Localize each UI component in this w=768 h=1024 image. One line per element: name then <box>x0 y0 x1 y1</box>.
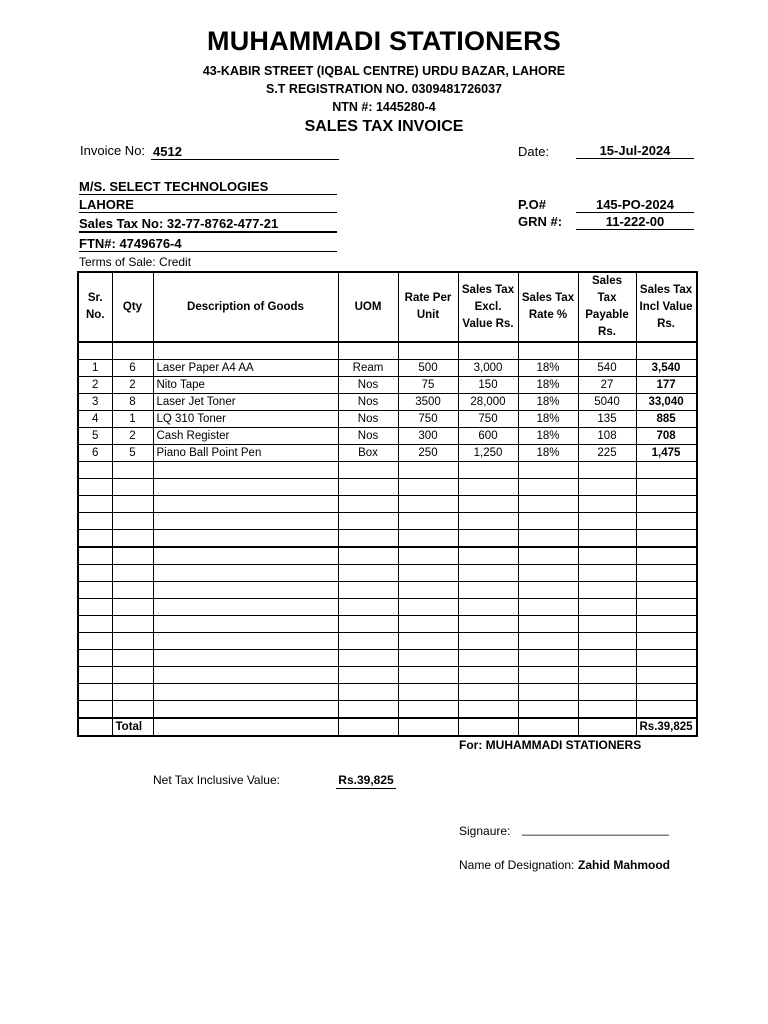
table-row <box>78 360 697 377</box>
cell-tax-rate: 18% <box>518 360 578 377</box>
cell-uom <box>338 599 398 616</box>
cell-sr <box>78 479 112 496</box>
cell-sr <box>78 565 112 582</box>
cell-uom <box>338 530 398 548</box>
cell-uom <box>338 547 398 565</box>
cell-sr <box>78 701 112 719</box>
cell-sr <box>78 496 112 513</box>
cell-description: LQ 310 Toner <box>153 411 338 428</box>
cell-excl-value <box>458 530 518 548</box>
col-header-sr: Sr. No. <box>78 272 112 342</box>
cell-sr <box>78 684 112 701</box>
cell-rate <box>398 701 458 719</box>
cell-tax-rate <box>518 701 578 719</box>
table-empty-row <box>78 479 697 496</box>
col-header-qty: Qty <box>112 272 153 342</box>
company-address: 43-KABIR STREET (IQBAL CENTRE) URDU BAZAR, LAHORE <box>202 64 566 78</box>
cell-tax-payable <box>578 599 636 616</box>
signature-line: ______________________ <box>522 822 669 836</box>
cell-uom <box>338 718 398 736</box>
cell-excl-value: 3,000 <box>458 360 518 377</box>
cell-tax-payable <box>578 667 636 684</box>
cell-excl-value <box>458 650 518 667</box>
table-row <box>78 411 697 428</box>
cell-tax-payable <box>578 565 636 582</box>
cell-tax-rate <box>518 342 578 360</box>
cell-rate <box>398 513 458 530</box>
cell-qty: 8 <box>112 394 153 411</box>
cell-uom <box>338 496 398 513</box>
cell-sr: 3 <box>78 394 112 411</box>
cell-incl-value <box>636 616 697 633</box>
cell-qty: 1 <box>112 411 153 428</box>
cell-excl-value <box>458 547 518 565</box>
cell-tax-rate: 18% <box>518 428 578 445</box>
cell-qty <box>112 701 153 719</box>
customer-sales-tax-no: Sales Tax No: 32-77-8762-477-21 <box>79 216 337 233</box>
invoice-number-label: Invoice No: <box>80 143 146 158</box>
cell-incl-value <box>636 684 697 701</box>
cell-incl-value <box>636 650 697 667</box>
cell-excl-value <box>458 684 518 701</box>
cell-tax-rate <box>518 530 578 548</box>
cell-excl-value: 1,250 <box>458 445 518 462</box>
cell-sr <box>78 547 112 565</box>
document-title: SALES TAX INVOICE <box>304 118 464 135</box>
cell-incl-value: 1,475 <box>636 445 697 462</box>
cell-description <box>153 565 338 582</box>
cell-uom <box>338 582 398 599</box>
cell-uom: Nos <box>338 428 398 445</box>
table-row <box>78 445 697 462</box>
cell-qty <box>112 565 153 582</box>
cell-sr: 5 <box>78 428 112 445</box>
cell-tax-rate <box>518 718 578 736</box>
cell-tax-payable: 5040 <box>578 394 636 411</box>
designation-label: Name of Designation: <box>459 858 575 872</box>
cell-tax-rate <box>518 462 578 479</box>
po-label: P.O# <box>518 197 546 212</box>
grn-label: GRN #: <box>518 214 563 229</box>
cell-sr <box>78 342 112 360</box>
cell-qty <box>112 667 153 684</box>
cell-qty <box>112 616 153 633</box>
cell-uom <box>338 565 398 582</box>
cell-description: Laser Jet Toner <box>153 394 338 411</box>
cell-description <box>153 718 338 736</box>
cell-excl-value <box>458 701 518 719</box>
cell-excl-value <box>458 496 518 513</box>
cell-description <box>153 684 338 701</box>
cell-tax-payable <box>578 684 636 701</box>
cell-incl-value: 885 <box>636 411 697 428</box>
cell-tax-payable <box>578 462 636 479</box>
cell-rate <box>398 496 458 513</box>
cell-sr <box>78 718 112 736</box>
cell-rate: 300 <box>398 428 458 445</box>
cell-qty: 2 <box>112 428 153 445</box>
customer-city: LAHORE <box>79 197 337 213</box>
cell-rate: 250 <box>398 445 458 462</box>
table-empty-row <box>78 462 697 479</box>
invoice-date: 15-Jul-2024 <box>576 143 694 159</box>
cell-rate: 75 <box>398 377 458 394</box>
cell-excl-value <box>458 599 518 616</box>
cell-incl-value: 177 <box>636 377 697 394</box>
for-company: For: MUHAMMADI STATIONERS <box>459 738 642 752</box>
col-header-rate: Rate Per Unit <box>398 272 458 342</box>
col-header-uom: UOM <box>338 272 398 342</box>
invoice-number: 4512 <box>151 144 339 160</box>
cell-incl-value: 3,540 <box>636 360 697 377</box>
cell-tax-rate <box>518 599 578 616</box>
customer-name: M/S. SELECT TECHNOLOGIES <box>79 179 337 195</box>
table-empty-row <box>78 616 697 633</box>
table-empty-row <box>78 547 697 565</box>
cell-tax-payable <box>578 513 636 530</box>
cell-incl-value <box>636 547 697 565</box>
cell-incl-value <box>636 633 697 650</box>
st-registration: S.T REGISTRATION NO. 0309481726037 <box>266 82 502 96</box>
table-empty-row <box>78 684 697 701</box>
cell-incl-value <box>636 496 697 513</box>
cell-sr <box>78 650 112 667</box>
cell-rate <box>398 633 458 650</box>
cell-excl-value <box>458 582 518 599</box>
cell-tax-rate: 18% <box>518 445 578 462</box>
cell-qty <box>112 684 153 701</box>
cell-uom <box>338 462 398 479</box>
table-empty-row <box>78 530 697 548</box>
col-header-excl-value: Sales Tax Excl. Value Rs. <box>458 272 518 342</box>
cell-uom <box>338 633 398 650</box>
cell-uom <box>338 701 398 719</box>
table-empty-row <box>78 565 697 582</box>
table-row <box>78 428 697 445</box>
cell-sr: 1 <box>78 360 112 377</box>
cell-tax-payable <box>578 342 636 360</box>
cell-qty: 2 <box>112 377 153 394</box>
cell-qty <box>112 479 153 496</box>
cell-incl-value <box>636 530 697 548</box>
table-empty-row <box>78 667 697 684</box>
cell-tax-rate <box>518 547 578 565</box>
cell-tax-payable <box>578 530 636 548</box>
cell-rate <box>398 650 458 667</box>
cell-rate <box>398 718 458 736</box>
cell-tax-rate: 18% <box>518 377 578 394</box>
cell-incl-value <box>636 513 697 530</box>
cell-qty <box>112 513 153 530</box>
customer-ftn: FTN#: 4749676-4 <box>79 236 337 252</box>
cell-description <box>153 462 338 479</box>
cell-rate <box>398 599 458 616</box>
cell-uom <box>338 342 398 360</box>
company-name: MUHAMMADI STATIONERS <box>207 26 561 56</box>
cell-qty: 6 <box>112 360 153 377</box>
cell-excl-value <box>458 462 518 479</box>
company-ntn: NTN #: 1445280-4 <box>332 100 436 114</box>
cell-description: Cash Register <box>153 428 338 445</box>
grn-number: 11-222-00 <box>576 214 694 230</box>
cell-qty <box>112 599 153 616</box>
cell-rate <box>398 462 458 479</box>
cell-incl-value <box>636 599 697 616</box>
cell-qty: 5 <box>112 445 153 462</box>
cell-excl-value <box>458 513 518 530</box>
cell-uom <box>338 650 398 667</box>
cell-qty <box>112 462 153 479</box>
cell-rate <box>398 684 458 701</box>
cell-sr: 2 <box>78 377 112 394</box>
cell-description <box>153 513 338 530</box>
cell-excl-value: 600 <box>458 428 518 445</box>
cell-incl-value <box>636 582 697 599</box>
cell-excl-value <box>458 616 518 633</box>
cell-uom: Nos <box>338 394 398 411</box>
cell-incl-value <box>636 462 697 479</box>
cell-tax-payable: 108 <box>578 428 636 445</box>
cell-rate <box>398 479 458 496</box>
cell-uom: Nos <box>338 377 398 394</box>
cell-tax-payable: 540 <box>578 360 636 377</box>
cell-qty <box>112 633 153 650</box>
net-value: Rs.39,825 <box>336 773 396 789</box>
cell-tax-rate <box>518 684 578 701</box>
cell-description: Laser Paper A4 AA <box>153 360 338 377</box>
cell-tax-payable <box>578 582 636 599</box>
cell-sr <box>78 462 112 479</box>
cell-sr <box>78 582 112 599</box>
cell-excl-value: 150 <box>458 377 518 394</box>
cell-tax-rate: 18% <box>518 411 578 428</box>
cell-qty <box>112 650 153 667</box>
po-number: 145-PO-2024 <box>576 197 694 213</box>
cell-tax-payable <box>578 496 636 513</box>
table-row <box>78 394 697 411</box>
cell-qty <box>112 496 153 513</box>
cell-incl-value: 33,040 <box>636 394 697 411</box>
cell-tax-payable: 225 <box>578 445 636 462</box>
cell-description <box>153 530 338 548</box>
cell-rate: 3500 <box>398 394 458 411</box>
cell-description <box>153 633 338 650</box>
cell-tax-payable <box>578 701 636 719</box>
cell-description <box>153 582 338 599</box>
cell-tax-rate <box>518 582 578 599</box>
cell-tax-payable: 27 <box>578 377 636 394</box>
cell-tax-rate <box>518 513 578 530</box>
cell-incl-value <box>636 479 697 496</box>
cell-tax-rate <box>518 496 578 513</box>
cell-tax-rate: 18% <box>518 394 578 411</box>
cell-uom <box>338 684 398 701</box>
cell-uom: Ream <box>338 360 398 377</box>
cell-tax-payable <box>578 547 636 565</box>
total-label: Total <box>112 718 153 736</box>
cell-excl-value <box>458 633 518 650</box>
col-header-description: Description of Goods <box>153 272 338 342</box>
table-empty-row <box>78 701 697 719</box>
col-header-incl-value: Sales Tax Incl Value Rs. <box>636 272 697 342</box>
cell-qty <box>112 547 153 565</box>
cell-rate: 750 <box>398 411 458 428</box>
cell-rate: 500 <box>398 360 458 377</box>
cell-qty <box>112 342 153 360</box>
cell-sr <box>78 599 112 616</box>
cell-uom <box>338 667 398 684</box>
table-total-row <box>78 718 697 736</box>
cell-description <box>153 547 338 565</box>
cell-tax-rate <box>518 667 578 684</box>
cell-description: Nito Tape <box>153 377 338 394</box>
cell-rate <box>398 547 458 565</box>
cell-tax-payable <box>578 718 636 736</box>
cell-tax-payable: 135 <box>578 411 636 428</box>
cell-uom <box>338 616 398 633</box>
cell-description <box>153 701 338 719</box>
table-spacer-row <box>78 342 697 360</box>
cell-rate <box>398 530 458 548</box>
designation-value: Zahid Mahmood <box>578 858 670 872</box>
cell-sr <box>78 530 112 548</box>
cell-uom: Box <box>338 445 398 462</box>
table-empty-row <box>78 650 697 667</box>
cell-rate <box>398 565 458 582</box>
cell-tax-rate <box>518 616 578 633</box>
cell-tax-rate <box>518 565 578 582</box>
cell-excl-value <box>458 718 518 736</box>
cell-excl-value <box>458 342 518 360</box>
cell-incl-value <box>636 701 697 719</box>
cell-description <box>153 667 338 684</box>
cell-uom: Nos <box>338 411 398 428</box>
cell-excl-value <box>458 479 518 496</box>
date-label: Date: <box>518 144 550 159</box>
cell-tax-payable <box>578 633 636 650</box>
cell-rate <box>398 342 458 360</box>
cell-uom <box>338 479 398 496</box>
cell-description <box>153 650 338 667</box>
total-value: Rs.39,825 <box>636 718 697 736</box>
col-header-tax-payable: Sales Tax Payable Rs. <box>578 272 636 342</box>
cell-rate <box>398 667 458 684</box>
cell-sr <box>78 667 112 684</box>
table-empty-row <box>78 582 697 599</box>
cell-description <box>153 599 338 616</box>
cell-sr <box>78 513 112 530</box>
cell-tax-payable <box>578 650 636 667</box>
cell-tax-payable <box>578 479 636 496</box>
cell-excl-value: 28,000 <box>458 394 518 411</box>
net-value-label: Net Tax Inclusive Value: <box>153 773 280 787</box>
cell-tax-payable <box>578 616 636 633</box>
cell-tax-rate <box>518 650 578 667</box>
table-empty-row <box>78 496 697 513</box>
cell-tax-rate <box>518 633 578 650</box>
cell-description: Piano Ball Point Pen <box>153 445 338 462</box>
table-row <box>78 377 697 394</box>
cell-sr <box>78 633 112 650</box>
cell-qty <box>112 530 153 548</box>
cell-description <box>153 479 338 496</box>
cell-rate <box>398 616 458 633</box>
table-empty-row <box>78 633 697 650</box>
cell-sr <box>78 616 112 633</box>
invoice-items-table <box>77 271 698 737</box>
cell-incl-value <box>636 667 697 684</box>
cell-incl-value: 708 <box>636 428 697 445</box>
cell-sr: 4 <box>78 411 112 428</box>
cell-tax-rate <box>518 479 578 496</box>
terms-of-sale: Terms of Sale: Credit <box>79 255 192 269</box>
table-empty-row <box>78 513 697 530</box>
cell-rate <box>398 582 458 599</box>
cell-incl-value <box>636 342 697 360</box>
cell-uom <box>338 513 398 530</box>
signature-label: Signaure: <box>459 824 511 838</box>
cell-qty <box>112 582 153 599</box>
col-header-tax-rate: Sales Tax Rate % <box>518 272 578 342</box>
cell-excl-value <box>458 565 518 582</box>
cell-incl-value <box>636 565 697 582</box>
cell-excl-value <box>458 667 518 684</box>
cell-description <box>153 496 338 513</box>
cell-description <box>153 342 338 360</box>
table-header-row <box>78 272 697 342</box>
table-empty-row <box>78 599 697 616</box>
cell-description <box>153 616 338 633</box>
cell-excl-value: 750 <box>458 411 518 428</box>
cell-sr: 6 <box>78 445 112 462</box>
